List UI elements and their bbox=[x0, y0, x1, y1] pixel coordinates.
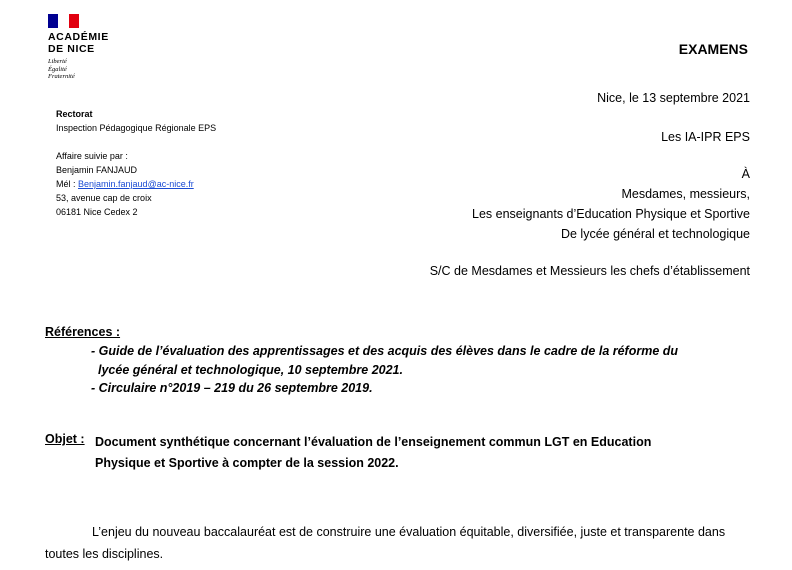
sender-org: Rectorat bbox=[56, 109, 93, 119]
academy-name-line2: DE NICE bbox=[48, 43, 95, 55]
flag-white-band bbox=[58, 14, 69, 29]
contact-email-line bbox=[56, 177, 216, 191]
references-title: Références : bbox=[45, 325, 121, 339]
reference-item-1: - Guide de l’évaluation des apprentissages et des acquis des élèves dans le cadre de la réforme du bbox=[91, 344, 679, 358]
body-paragraph: L’enjeu du nouveau baccalauréat est de construire une évaluation équitable, diversifiée, juste et transparente dans toutes les disciplines. bbox=[45, 525, 726, 561]
sc-line: S/C de Mesdames et Messieurs les chefs d’établissement bbox=[429, 264, 750, 278]
flag-red-band bbox=[69, 14, 79, 28]
reference-item-2: - Circulaire n°2019 – 219 du 26 septembre 2019. bbox=[91, 381, 373, 395]
letter-date: Nice, le 13 septembre 2021 bbox=[597, 91, 750, 105]
motto-liberte: Liberté bbox=[48, 58, 67, 65]
objet-line-2: Physique et Sportive à compter de la session 2022. bbox=[95, 456, 399, 470]
email-label: Mél : bbox=[56, 179, 79, 189]
motto-fraternite: Fraternité bbox=[48, 73, 75, 80]
address-line1: 53, avenue cap de croix bbox=[56, 193, 152, 203]
address-line2: 06181 Nice Cedex 2 bbox=[56, 207, 138, 217]
email-link[interactable]: Benjamin.fanjaud@ac-nice.fr bbox=[78, 179, 194, 189]
academy-name bbox=[48, 31, 109, 55]
academy-name-line1: ACADÉMIE bbox=[48, 31, 109, 43]
recipient-line-1: Mesdames, messieurs, bbox=[621, 187, 750, 201]
header-label: EXAMENS bbox=[678, 41, 748, 57]
republic-motto bbox=[48, 58, 75, 81]
recipient-line-3: De lycée général et technologique bbox=[560, 227, 750, 241]
objet-label: Objet : bbox=[45, 432, 85, 446]
objet-text bbox=[95, 432, 651, 474]
recipient-line-2: Les enseignants d’Education Physique et Sportive bbox=[472, 207, 750, 221]
letter-from: Les IA-IPR EPS bbox=[661, 130, 750, 144]
motto-egalite: Égalité bbox=[48, 65, 67, 73]
flag-blue-band bbox=[48, 14, 58, 28]
republic-flag-logo bbox=[48, 14, 79, 28]
objet-line-1: Document synthétique concernant l’évaluation de l’enseignement commun LGT en Education bbox=[95, 435, 652, 449]
followed-by-label: Affaire suivie par : bbox=[56, 151, 128, 161]
contact-name: Benjamin FANJAUD bbox=[56, 165, 138, 175]
reference-item-1-cont: lycée général et technologique, 10 septembre 2021. bbox=[98, 363, 403, 377]
letter-to: À bbox=[741, 167, 750, 181]
sender-block bbox=[56, 107, 216, 219]
sender-dept: Inspection Pédagogique Régionale EPS bbox=[56, 123, 217, 133]
